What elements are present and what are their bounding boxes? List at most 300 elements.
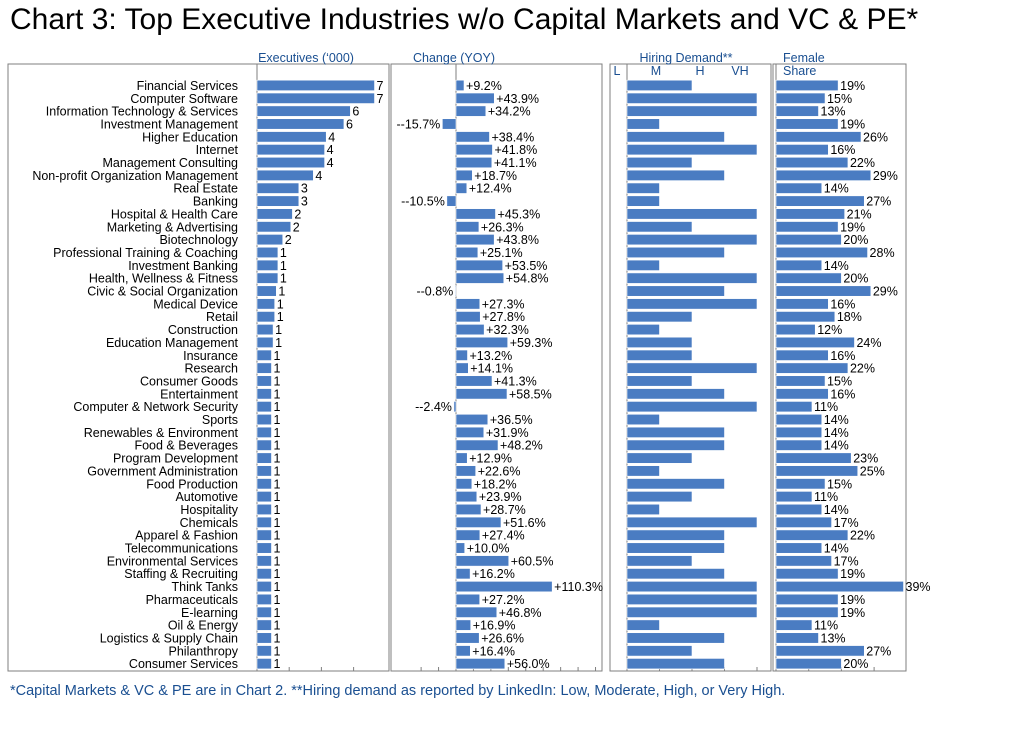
hiring-bar <box>627 234 757 245</box>
change-bar <box>456 466 476 477</box>
female-value-label: 19% <box>840 220 866 235</box>
change-value-label: +25.1% <box>479 245 523 260</box>
hiring-bar <box>627 440 725 451</box>
category-label: Food Production <box>146 477 238 492</box>
change-value-label: +110.3% <box>554 580 603 595</box>
female-value-label: 14% <box>823 541 849 556</box>
category-label: Higher Education <box>142 130 238 145</box>
change-bar <box>456 311 480 322</box>
change-value-label: +27.3% <box>481 297 525 312</box>
change-value-label: +41.1% <box>493 156 537 171</box>
female-bar <box>776 658 841 669</box>
hiring-bar <box>627 517 757 528</box>
hiring-bar <box>627 209 757 220</box>
female-bar <box>776 106 819 117</box>
executives-value-label: 1 <box>279 271 287 286</box>
hiring-bar <box>627 568 725 579</box>
hiring-bar <box>627 530 725 541</box>
change-value-label: +53.5% <box>504 258 548 273</box>
female-bar <box>776 466 858 477</box>
female-bar <box>776 389 828 400</box>
change-value-label: +27.8% <box>482 310 525 325</box>
category-label: Medical Device <box>153 297 238 312</box>
hiring-bar <box>627 401 757 412</box>
executives-value-label: 1 <box>273 618 281 633</box>
change-value-label: --15.7% <box>396 117 441 132</box>
change-value-label: +28.7% <box>483 502 526 517</box>
change-value-label: +48.2% <box>500 438 543 453</box>
hiring-bar <box>627 80 692 91</box>
change-bar <box>456 543 465 554</box>
change-bar <box>456 363 468 374</box>
change-bar <box>456 504 481 514</box>
category-label: Internet <box>195 143 238 158</box>
executives-bar <box>257 157 325 168</box>
hiring-bar <box>627 376 692 387</box>
executives-bar <box>257 607 271 618</box>
executives-bar <box>257 222 291 233</box>
female-bar <box>776 427 822 438</box>
executives-value-label: 1 <box>273 605 281 620</box>
category-label: Oil & Energy <box>167 618 238 633</box>
female-bar <box>776 299 828 310</box>
change-bar <box>454 401 456 412</box>
hiring-bar <box>627 119 660 130</box>
hiring-header: Hiring Demand** <box>639 51 733 65</box>
executives-bar <box>257 389 271 400</box>
hiring-bar <box>627 581 757 592</box>
category-label: Think Tanks <box>171 580 238 595</box>
executives-value-label: 1 <box>273 502 281 517</box>
category-label: Environmental Services <box>106 554 238 569</box>
female-bar <box>776 581 904 592</box>
female-value-label: 14% <box>823 181 849 196</box>
female-bar <box>776 607 838 618</box>
change-bar <box>456 389 507 400</box>
female-value-label: 14% <box>823 425 849 440</box>
category-label: Banking <box>192 194 238 209</box>
executives-bar <box>257 530 271 541</box>
category-label: Sports <box>201 413 238 428</box>
executives-value-label: 1 <box>273 387 281 402</box>
change-bar <box>456 556 509 567</box>
female-value-label: 29% <box>872 284 898 299</box>
executives-value-label: 6 <box>352 104 360 119</box>
female-value-label: 16% <box>830 143 856 158</box>
executives-bar <box>257 132 326 143</box>
executives-bar <box>257 324 273 335</box>
hiring-bar <box>627 247 725 258</box>
executives-bar <box>257 594 271 605</box>
change-value-label: +32.3% <box>486 323 529 338</box>
hiring-bar <box>627 222 692 233</box>
category-label: Management Consulting <box>102 156 238 171</box>
female-value-label: 15% <box>827 374 853 389</box>
category-label: Research <box>184 361 238 376</box>
change-value-label: +13.2% <box>469 348 513 363</box>
change-value-label: +23.9% <box>478 490 522 505</box>
category-label: Telecommunications <box>124 541 238 556</box>
hiring-bar <box>627 427 725 438</box>
category-label: Investment Banking <box>128 258 238 273</box>
female-value-label: 14% <box>823 258 849 273</box>
executives-value-label: 1 <box>273 631 281 646</box>
change-value-label: +54.8% <box>505 271 549 286</box>
hiring-bar <box>627 594 757 605</box>
executives-bar <box>257 106 350 117</box>
executives-header: Executives (‘000) <box>258 51 354 65</box>
change-value-label: +38.4% <box>491 130 535 145</box>
change-bar <box>456 80 464 91</box>
change-bar <box>456 633 479 644</box>
change-value-label: +16.4% <box>472 644 516 659</box>
hiring-bar <box>627 260 660 271</box>
female-value-label: 11% <box>813 400 839 415</box>
hiring-bar <box>627 337 692 348</box>
female-bar <box>776 324 815 335</box>
category-label: Biotechnology <box>159 233 238 248</box>
female-header-line1: Female <box>783 51 825 65</box>
female-bar <box>776 247 868 258</box>
executives-bar <box>257 568 271 579</box>
executives-value-label: 1 <box>273 477 281 492</box>
executives-value-label: 1 <box>273 592 281 607</box>
category-label: Food & Beverages <box>134 438 238 453</box>
female-bar <box>776 273 841 284</box>
change-value-label: +56.0% <box>506 657 550 672</box>
hiring-bar <box>627 299 757 310</box>
female-value-label: 27% <box>866 194 892 209</box>
category-label: Professional Training & Coaching <box>53 245 238 260</box>
category-label: Staffing & Recruiting <box>124 567 238 582</box>
change-value-label: +36.5% <box>489 413 533 428</box>
executives-bar <box>257 440 271 451</box>
hiring-bar <box>627 144 757 155</box>
executives-bar <box>257 414 271 425</box>
change-bar <box>456 106 486 117</box>
executives-value-label: 1 <box>273 413 281 428</box>
female-bar <box>776 311 835 322</box>
hiring-bar <box>627 556 692 567</box>
hiring-bar <box>627 658 725 669</box>
female-value-label: 18% <box>836 310 862 325</box>
executives-value-label: 1 <box>273 451 281 466</box>
female-value-label: 19% <box>840 592 866 607</box>
category-label: Financial Services <box>136 78 238 93</box>
executives-value-label: 1 <box>279 258 287 273</box>
category-label: Entertainment <box>160 387 238 402</box>
executives-value-label: 1 <box>273 657 281 672</box>
executives-bar <box>257 286 276 297</box>
hiring-bar <box>627 183 660 194</box>
change-value-label: +34.2% <box>487 104 531 119</box>
change-value-label: +51.6% <box>502 515 546 530</box>
female-bar <box>776 530 848 541</box>
change-bar <box>447 196 456 207</box>
category-label: Education Management <box>105 335 238 350</box>
executives-value-label: 7 <box>376 91 384 106</box>
category-label: Information Technology & Services <box>45 104 238 119</box>
hiring-bar <box>627 543 725 554</box>
executives-bar <box>257 581 271 592</box>
category-label: Investment Management <box>100 117 238 132</box>
executives-value-label: 2 <box>292 220 300 235</box>
executives-bar <box>257 556 271 567</box>
change-bar <box>455 286 456 297</box>
change-bar <box>456 414 488 425</box>
female-bar <box>776 491 812 502</box>
category-label: Government Administration <box>87 464 238 479</box>
female-value-label: 19% <box>840 605 866 620</box>
female-bar <box>776 543 822 554</box>
executives-value-label: 1 <box>273 644 281 659</box>
executives-value-label: 1 <box>273 580 281 595</box>
executives-value-label: 1 <box>273 425 281 440</box>
executives-bar <box>257 376 271 387</box>
female-value-label: 14% <box>823 438 849 453</box>
female-bar <box>776 556 832 567</box>
female-value-label: 28% <box>869 245 895 260</box>
hiring-level-label: H <box>695 64 705 78</box>
executives-value-label: 3 <box>300 194 308 209</box>
executives-value-label: 1 <box>276 310 284 325</box>
female-bar <box>776 222 838 233</box>
executives-bar <box>257 170 313 181</box>
female-value-label: 13% <box>820 104 846 119</box>
hiring-bar <box>627 646 692 657</box>
category-label: Logistics & Supply Chain <box>99 631 238 646</box>
executives-bar <box>257 337 273 348</box>
executives-bar <box>257 209 292 220</box>
category-label: Non-profit Organization Management <box>32 168 238 183</box>
change-value-label: +16.9% <box>472 618 516 633</box>
change-bar <box>456 427 484 438</box>
female-bar <box>776 234 841 245</box>
female-bar <box>776 350 828 361</box>
female-value-label: 24% <box>856 335 882 350</box>
executives-value-label: 1 <box>273 541 281 556</box>
female-bar <box>776 80 838 91</box>
female-value-label: 17% <box>833 515 859 530</box>
category-label: Insurance <box>183 348 238 363</box>
change-value-label: +27.4% <box>481 528 525 543</box>
executives-bar <box>257 517 271 528</box>
hiring-bar <box>627 620 660 631</box>
change-bar <box>456 247 478 258</box>
hiring-bar <box>627 453 692 464</box>
change-bar <box>442 119 456 130</box>
change-bar <box>456 620 471 631</box>
change-bar <box>456 530 480 541</box>
hiring-bar <box>627 170 725 181</box>
executives-value-label: 1 <box>273 348 281 363</box>
change-bar <box>456 491 477 502</box>
female-bar <box>776 286 871 297</box>
category-label: Automotive <box>175 490 238 505</box>
female-bar <box>776 183 822 194</box>
change-value-label: +46.8% <box>498 605 542 620</box>
female-bar <box>776 517 832 528</box>
executives-bar <box>257 453 271 464</box>
female-value-label: 26% <box>863 130 889 145</box>
female-bar <box>776 196 864 207</box>
female-bar <box>776 594 838 605</box>
change-bar <box>456 350 468 361</box>
hiring-bar <box>627 93 757 104</box>
change-value-label: +14.1% <box>470 361 514 376</box>
female-bar <box>776 414 822 425</box>
change-value-label: +41.8% <box>494 143 538 158</box>
change-bar <box>456 324 484 335</box>
change-bar <box>456 209 496 220</box>
female-bar <box>776 568 838 579</box>
change-bar <box>456 273 504 284</box>
executives-bar <box>257 646 271 657</box>
executives-bar <box>257 299 275 310</box>
executives-bar <box>257 350 271 361</box>
executives-value-label: 1 <box>275 323 283 338</box>
executives-bar <box>257 504 271 514</box>
hiring-bar <box>627 196 660 207</box>
female-value-label: 19% <box>840 78 866 93</box>
change-bar <box>456 568 470 579</box>
female-value-label: 20% <box>843 271 869 286</box>
category-label: Real Estate <box>173 181 238 196</box>
hiring-bar <box>627 479 725 490</box>
category-label: E-learning <box>181 605 238 620</box>
executives-bar <box>257 633 271 644</box>
female-bar <box>776 157 848 168</box>
change-bar <box>456 299 480 310</box>
executives-bar <box>257 273 278 284</box>
category-label: Consumer Goods <box>140 374 238 389</box>
category-label: Apparel & Fashion <box>135 528 238 543</box>
hiring-bar <box>627 363 757 374</box>
category-label: Marketing & Advertising <box>106 220 238 235</box>
change-value-label: +12.4% <box>468 181 512 196</box>
change-bar <box>456 479 472 490</box>
female-value-label: 12% <box>817 323 843 338</box>
change-value-label: +58.5% <box>509 387 552 402</box>
executives-value-label: 4 <box>328 130 336 145</box>
hiring-bar <box>627 273 757 284</box>
category-label: Civic & Social Organization <box>87 284 238 299</box>
change-value-label: +12.9% <box>469 451 512 466</box>
female-value-label: 25% <box>859 464 885 479</box>
executives-value-label: 1 <box>273 361 281 376</box>
female-bar <box>776 440 822 451</box>
female-bar <box>776 132 861 143</box>
executives-bar <box>257 543 271 554</box>
female-value-label: 29% <box>872 168 898 183</box>
female-bar <box>776 376 825 387</box>
change-bar <box>456 440 498 451</box>
change-value-label: --2.4% <box>415 400 452 415</box>
female-bar <box>776 504 822 514</box>
change-value-label: +26.6% <box>481 631 524 646</box>
executives-value-label: 4 <box>326 156 334 171</box>
executives-bar <box>257 479 271 490</box>
female-bar <box>776 260 822 271</box>
executives-value-label: 1 <box>278 284 286 299</box>
female-value-label: 13% <box>820 631 846 646</box>
female-bar <box>776 119 838 130</box>
hiring-bar <box>627 504 660 514</box>
category-label: Construction <box>167 323 238 338</box>
category-label: Retail <box>206 310 238 325</box>
category-label: Philanthropy <box>168 644 238 659</box>
change-value-label: +16.2% <box>472 567 515 582</box>
female-value-label: 16% <box>830 387 856 402</box>
change-value-label: +9.2% <box>466 78 502 93</box>
change-bar <box>456 183 467 194</box>
category-label: Chemicals <box>179 515 238 530</box>
hiring-level-label: L <box>613 64 621 78</box>
female-header-line2: Share <box>783 64 817 78</box>
hiring-bar <box>627 633 725 644</box>
female-bar <box>776 479 825 490</box>
female-value-label: 22% <box>849 528 875 543</box>
female-value-label: 14% <box>823 413 849 428</box>
hiring-level-label: M <box>650 64 662 78</box>
executives-value-label: 7 <box>376 78 384 93</box>
female-bar <box>776 144 828 155</box>
female-bar <box>776 363 848 374</box>
change-bar <box>456 144 492 155</box>
executives-bar <box>257 119 344 130</box>
executives-value-label: 1 <box>273 528 281 543</box>
hiring-bar <box>627 106 757 117</box>
executives-value-label: 1 <box>279 245 287 260</box>
executives-value-label: 1 <box>273 464 281 479</box>
female-value-label: 15% <box>827 91 853 106</box>
change-bar <box>456 453 467 464</box>
female-bar <box>776 633 819 644</box>
category-label: Computer Software <box>130 91 238 106</box>
category-label: Renewables & Environment <box>83 425 238 440</box>
executives-value-label: 1 <box>273 374 281 389</box>
change-bar <box>456 581 552 592</box>
executives-bar <box>257 247 278 258</box>
executives-value-label: 3 <box>300 181 308 196</box>
female-value-label: 21% <box>846 207 872 222</box>
executives-bar <box>257 620 271 631</box>
change-value-label: +18.7% <box>474 168 518 183</box>
executives-bar <box>257 183 299 194</box>
change-bar <box>456 222 479 233</box>
executives-bar <box>257 80 375 91</box>
executives-bar <box>257 144 325 155</box>
change-value-label: +18.2% <box>473 477 517 492</box>
change-value-label: +43.8% <box>496 233 539 248</box>
change-bar <box>456 170 472 181</box>
change-bar <box>456 658 505 669</box>
executives-value-label: 1 <box>273 490 281 505</box>
category-label: Hospitality <box>180 502 238 517</box>
chart-title: Chart 3: Top Executive Industries w/o Capital Markets and VC & PE* <box>10 3 919 36</box>
change-value-label: +27.2% <box>481 592 525 607</box>
change-value-label: +59.3% <box>509 335 553 350</box>
executives-bar <box>257 196 299 207</box>
female-value-label: 16% <box>830 297 856 312</box>
female-bar <box>776 620 812 631</box>
change-value-label: +22.6% <box>477 464 521 479</box>
female-value-label: 11% <box>813 490 839 505</box>
executives-bar <box>257 260 278 271</box>
change-value-label: +60.5% <box>510 554 554 569</box>
female-bar <box>776 209 845 220</box>
executives-bar <box>257 401 271 412</box>
